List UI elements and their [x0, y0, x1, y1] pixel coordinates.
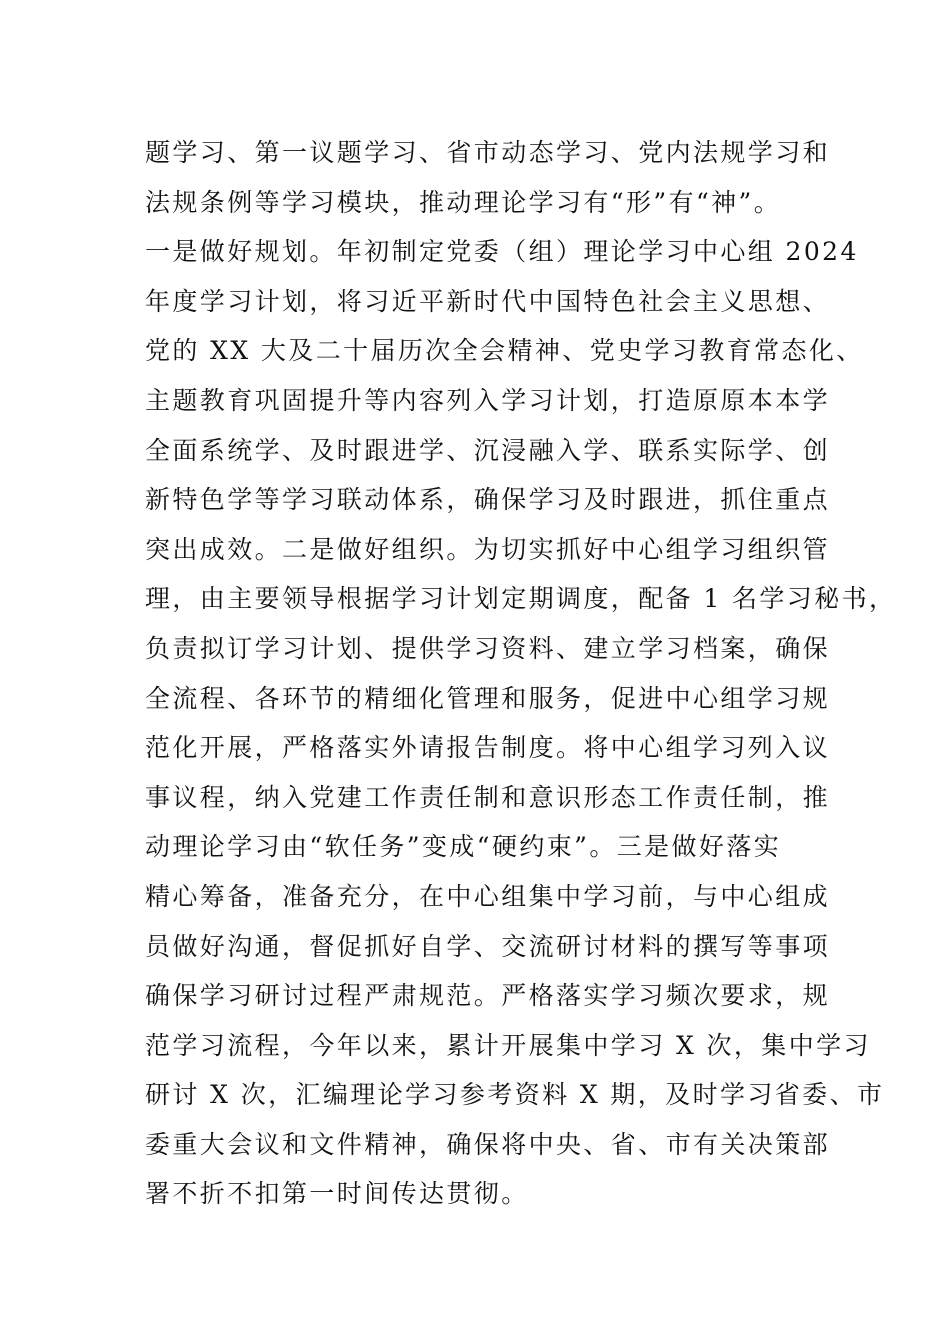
text-line-18: 确保学习研讨过程严肃规范。严格落实学习频次要求，规: [145, 981, 831, 1011]
text-line-6: 主题教育巩固提升等内容列入学习计划，打造原原本本学: [145, 385, 831, 415]
text-line-5: 党的 XX 大及二十届历次全会精神、党史学习教育常态化、: [145, 336, 864, 366]
text-line-22: 署不折不扣第一时间传达贯彻。: [145, 1179, 529, 1209]
body-paragraph: [145, 128, 897, 1219]
text-line-16: 精心筹备，准备充分，在中心组集中学习前，与中心组成: [145, 881, 831, 911]
text-line-8: 新特色学等学习联动体系，确保学习及时跟进，抓住重点: [145, 485, 831, 515]
text-line-11: 负责拟订学习计划、提供学习资料、建立学习档案，确保: [145, 633, 831, 663]
text-line-7: 全面系统学、及时跟进学、沉浸融入学、联系实际学、创: [145, 435, 831, 465]
text-line-9: 突出成效。二是做好组织。为切实抓好中心组学习组织管: [145, 534, 831, 564]
text-line-12: 全流程、各环节的精细化管理和服务，促进中心组学习规: [145, 683, 831, 713]
text-line-2: 法规条例等学习模块，推动理论学习有“形”有“神”。: [145, 187, 782, 217]
text-line-13: 范化开展，严格落实外请报告制度。将中心组学习列入议: [145, 733, 831, 763]
text-line-4: 年度学习计划，将习近平新时代中国特色社会主义思想、: [145, 286, 831, 316]
text-line-10: 理，由主要领导根据学习计划定期调度，配备 1 名学习秘书，: [145, 584, 897, 614]
text-line-3: 一是做好规划。年初制定党委（组）理论学习中心组 2024: [145, 237, 859, 267]
text-line-17: 员做好沟通，督促抓好自学、交流研讨材料的撰写等事项: [145, 931, 831, 961]
text-line-20: 研讨 X 次，汇编理论学习参考资料 X 期，及时学习省委、市: [145, 1080, 885, 1110]
text-line-14: 事议程，纳入党建工作责任制和意识形态工作责任制，推: [145, 782, 831, 812]
text-line-19: 范学习流程，今年以来，累计开展集中学习 X 次，集中学习: [145, 1030, 871, 1060]
text-line-21: 委重大会议和文件精神，确保将中央、省、市有关决策部: [145, 1129, 831, 1159]
text-line-1: 题学习、第一议题学习、省市动态学习、党内法规学习和: [145, 138, 831, 167]
text-line-15: 动理论学习由“软任务”变成“硬约束”。三是做好落实: [145, 832, 782, 862]
